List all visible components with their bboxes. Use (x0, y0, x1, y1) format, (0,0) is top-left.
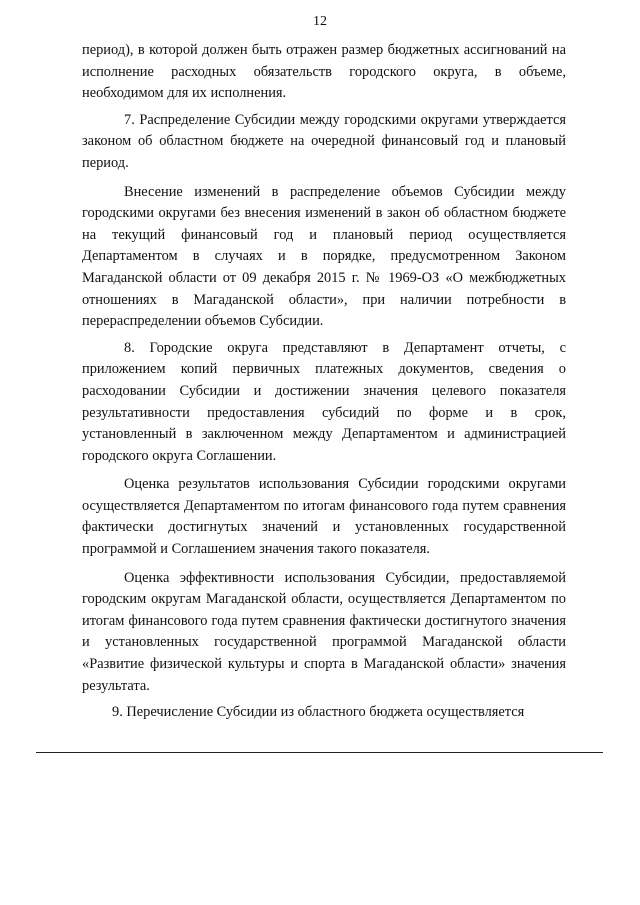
paragraph-clause-7: 7. Распределение Субсидии между городскими округами утверждается законом об областном бюджете на очередной финансовый год и плановый период. (82, 111, 566, 171)
paragraph-continuation: период), в которой должен быть отражен размер бюджетных ассигнований на исполнение расходных обязательств городского округа, в объеме, необходимом для их исполнения. (82, 42, 566, 102)
paragraph-subsidy-redistribution: Внесение изменений в распределение объемов Субсидии между городскими округами без внесения изменений в закон об областном бюджете на текущий финансовый год и плановый период осуществляется Департаментом в случаях и в порядке, предусмотренном Законом Магаданской области от 09 декабря 2015 г. № 1969-ОЗ «О межбюджетных отношениях в Магаданской области», при наличии потребности в перераспределении объемов Субсидии. (82, 183, 566, 330)
paragraph-clause-9: 9. Перечисление Субсидии из областного бюджета осуществляется (112, 704, 525, 721)
paragraph-clause-8: 8. Городские округа представляют в Департамент отчеты, с приложением копий первичных платежных документов, сведения о расходовании Субсидии и достижении значения целевого показателя результативности предоставления субсидий по форме и в срок, установленный в заключенном между Департаментом и администрацией городского округа Соглашении. (82, 339, 566, 464)
document-body (82, 40, 566, 724)
paragraph-results-evaluation: Оценка результатов использования Субсидии городскими округами осуществляется Департаментом по итогам финансового года путем сравнения фактически достигнутых значений и установленных государственной программой и Соглашением значения такого показателя. (82, 476, 566, 558)
page-number: 12 (313, 14, 327, 29)
horizontal-divider (36, 752, 603, 753)
paragraph-efficiency-evaluation: Оценка эффективности использования Субсидии, предоставляемой городским округам Магаданской области, осуществляется Департаментом по итогам финансового года путем сравнения фактически достигнутого значения и установленных государственной программой Магаданской области «Развитие физической культуры и спорта в Магаданской области» значения результата. (82, 569, 566, 694)
